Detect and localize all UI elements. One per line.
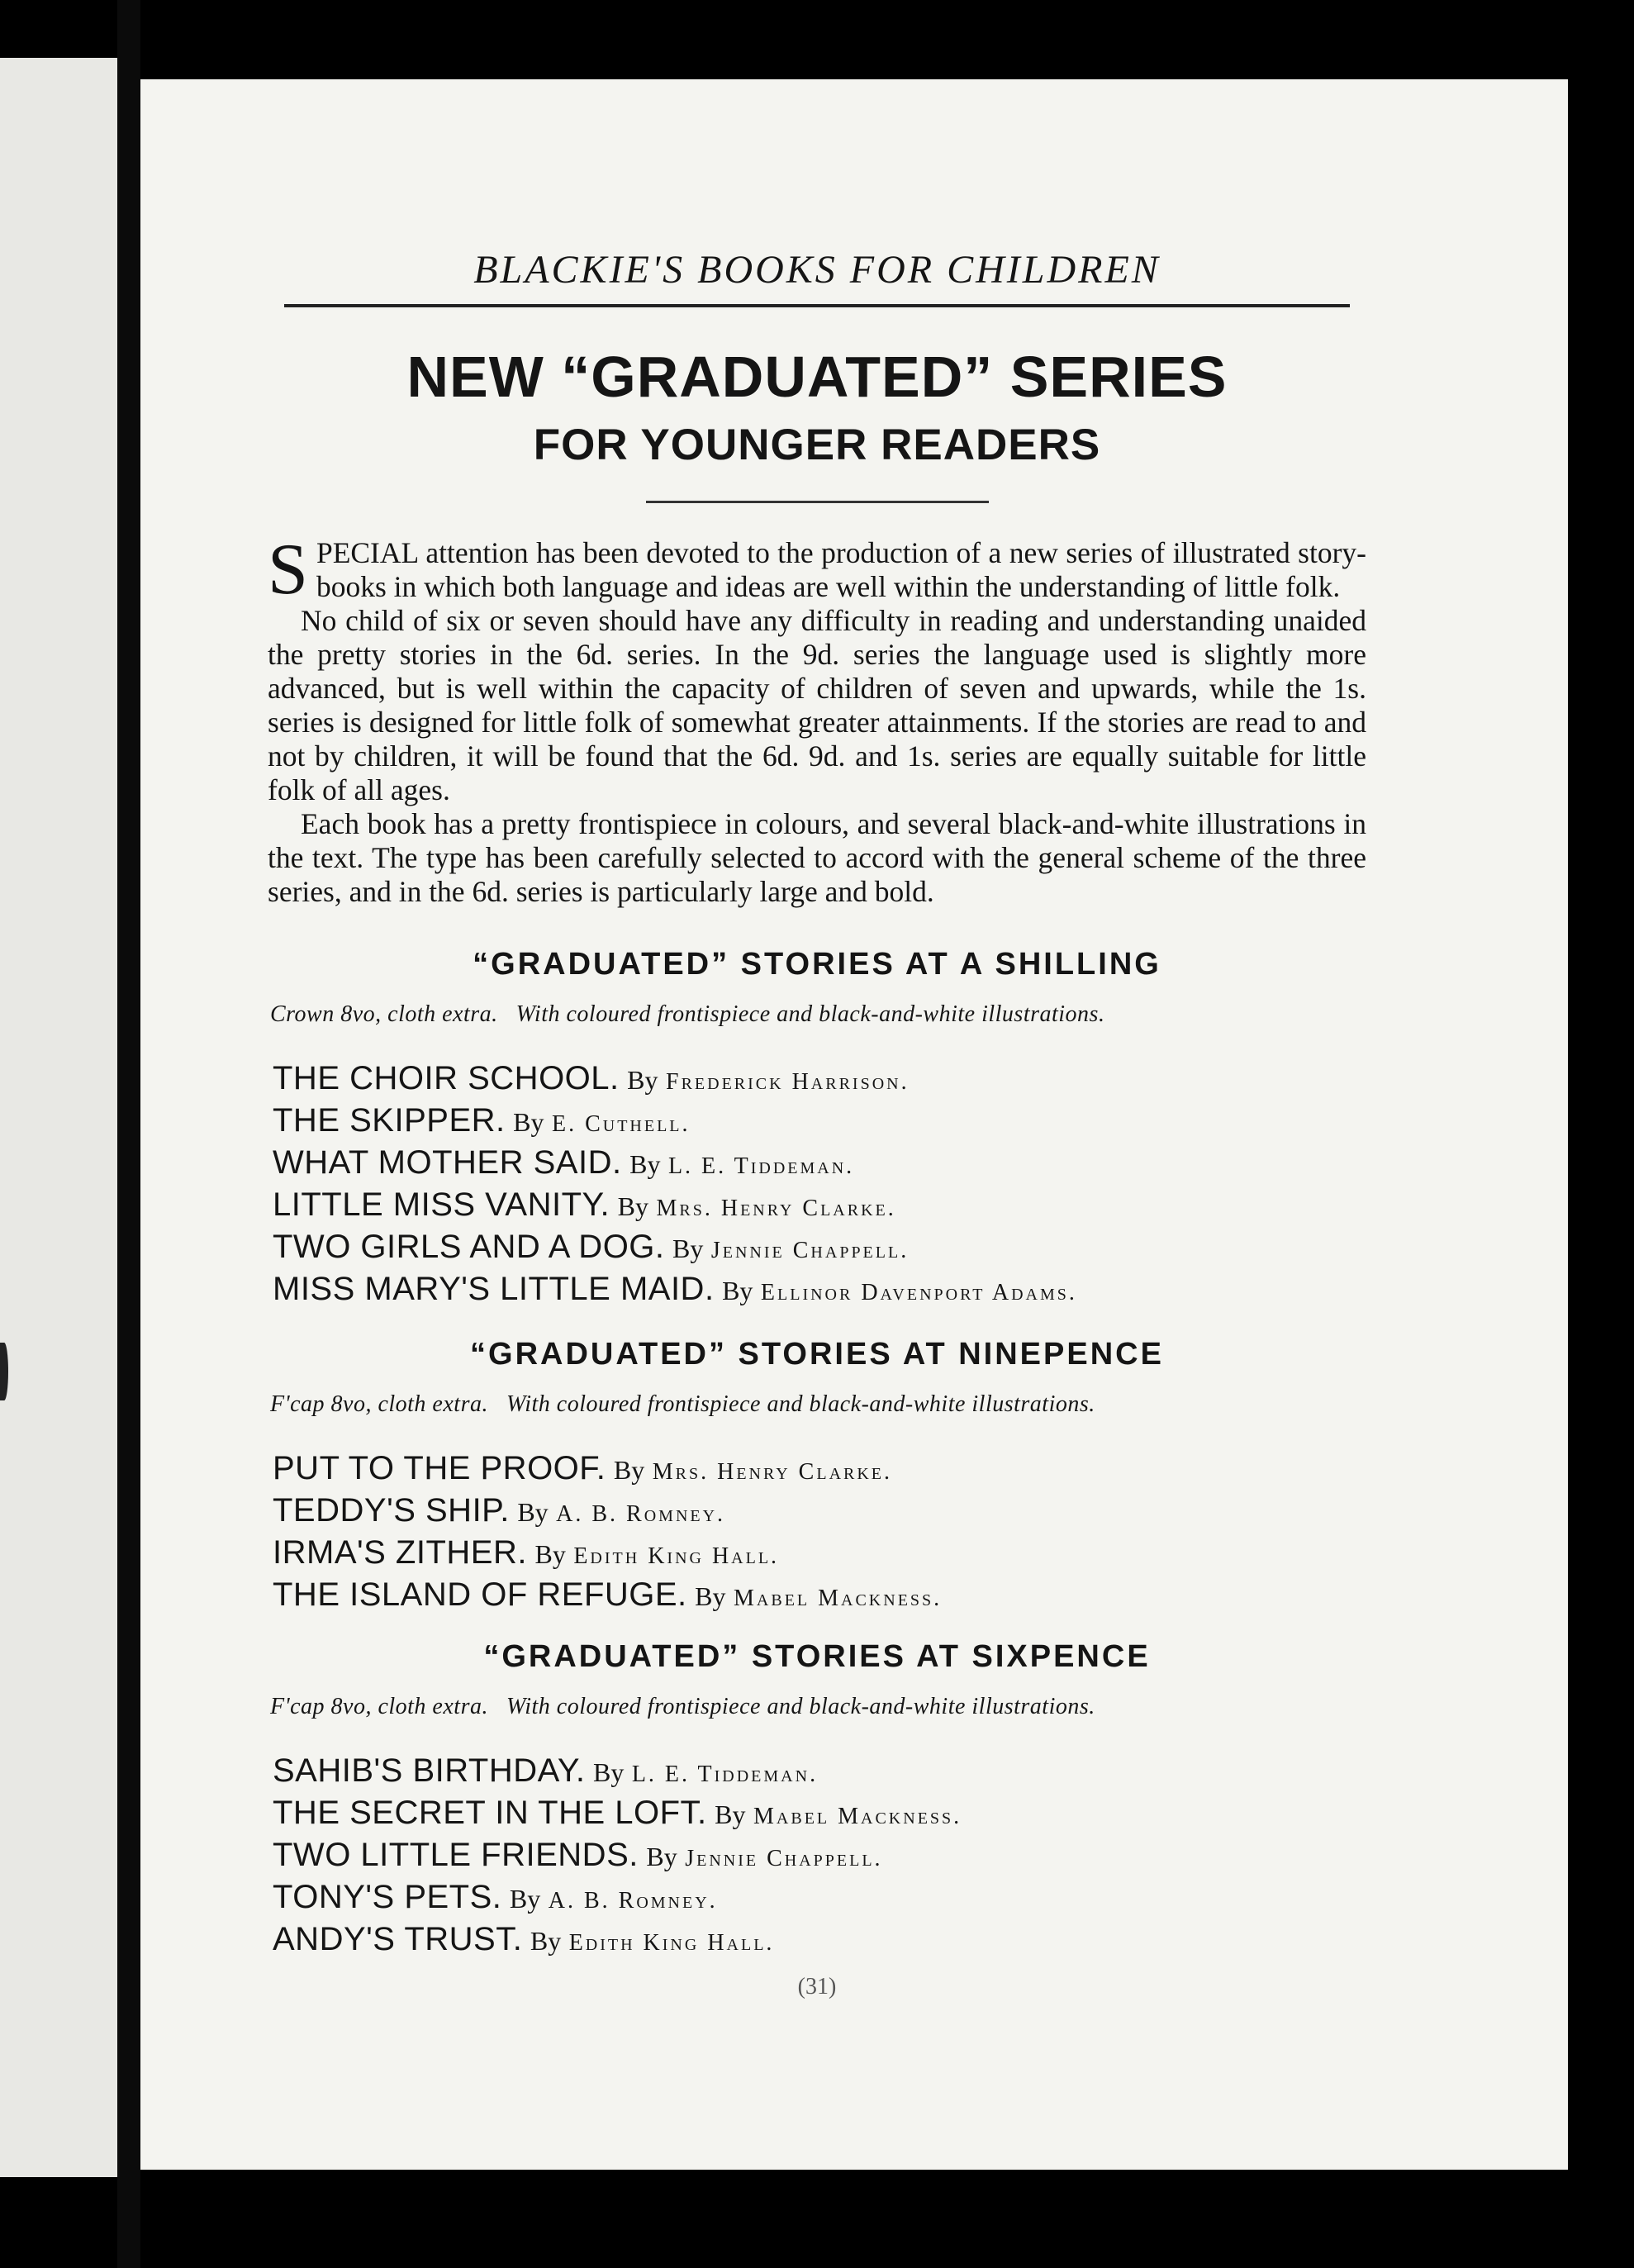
book-entry	[273, 1920, 1366, 1962]
book-title: IRMA'S ZITHER.	[273, 1534, 527, 1571]
section-heading-ninepence: “GRADUATED” STORIES AT NINEPENCE	[470, 1337, 1164, 1372]
page-subtitle: FOR YOUNGER READERS	[533, 421, 1101, 469]
book-author: Mrs. Henry Clarke.	[656, 1196, 896, 1221]
book-author: E. Cuthell.	[551, 1111, 691, 1137]
book-author: A. B. Romney.	[548, 1888, 718, 1914]
book-by: By	[695, 1581, 726, 1611]
book-list-sixpence	[273, 1752, 1366, 1962]
book-page	[140, 79, 1568, 2170]
book-by: By	[627, 1065, 658, 1095]
book-entry	[273, 1270, 1366, 1312]
book-by: By	[613, 1455, 645, 1485]
section-heading-shilling: “GRADUATED” STORIES AT A SHILLING	[473, 947, 1161, 982]
illustrations-text: With coloured frontispiece and black-and-white illustrations.	[506, 1694, 1095, 1719]
intro-paragraph-2: No child of six or seven should have any difficulty in reading and understanding unaided the pretty stories in the 6d. series. In the 9d. series the language used is slightly more advanced, but is well within the capacity of children of seven and upwards, while the 1s. series is designed for little folk of somewhat greater attainments. If the stories are read to and not by children, it will be found that the 6d. 9d. and 1s. series are equally suitable for little folk of all ages.	[268, 604, 1366, 806]
book-entry	[273, 1836, 1366, 1878]
page-title: NEW “GRADUATED” SERIES	[406, 345, 1228, 409]
book-author: L. E. Tiddeman.	[631, 1762, 819, 1787]
book-title: TWO GIRLS AND A DOG.	[273, 1229, 665, 1265]
section-format-line	[270, 998, 1366, 1031]
book-title: ANDY'S TRUST.	[273, 1921, 523, 1957]
book-list-ninepence	[273, 1449, 1366, 1618]
book-title: THE ISLAND OF REFUGE.	[273, 1576, 687, 1613]
header-rule	[284, 304, 1350, 307]
book-title: TWO LITTLE FRIENDS.	[273, 1837, 639, 1873]
book-author: Mabel Mackness.	[734, 1586, 943, 1611]
book-author: Ellinor Davenport Adams.	[760, 1280, 1077, 1305]
format-text: Crown 8vo, cloth extra.	[270, 1001, 498, 1027]
book-by: By	[534, 1539, 566, 1569]
page-number: (31)	[797, 1974, 837, 1999]
book-by: By	[530, 1926, 562, 1956]
book-entry	[273, 1533, 1366, 1576]
book-author: Edith King Hall.	[573, 1543, 780, 1569]
book-by: By	[617, 1191, 648, 1221]
book-author: Frederick Harrison.	[666, 1069, 910, 1095]
book-entry	[273, 1101, 1366, 1144]
book-title: TONY'S PETS.	[273, 1879, 502, 1915]
book-author: Jennie Chappell.	[685, 1846, 883, 1871]
book-entry	[273, 1144, 1366, 1186]
book-title: THE SECRET IN THE LOFT.	[273, 1795, 707, 1831]
intro-paragraph-3: Each book has a pretty frontispiece in colours, and several black-and-white illustrations in the text. The type has been carefully selected to accord with the general scheme of the three series, and in the 6d. series is particularly large and bold.	[268, 807, 1366, 908]
illustrations-text: With coloured frontispiece and black-and-white illustrations.	[515, 1001, 1105, 1027]
section-format-line	[270, 1690, 1366, 1724]
book-by: By	[646, 1842, 677, 1871]
book-entry	[273, 1752, 1366, 1794]
book-title: THE SKIPPER.	[273, 1102, 506, 1139]
book-entry	[273, 1794, 1366, 1836]
book-entry	[273, 1449, 1366, 1491]
format-text: F'cap 8vo, cloth extra.	[270, 1391, 488, 1417]
format-text: F'cap 8vo, cloth extra.	[270, 1694, 488, 1719]
book-entry	[273, 1878, 1366, 1920]
book-author: Edith King Hall.	[568, 1930, 775, 1956]
intro-text	[268, 530, 1366, 909]
drop-cap: S	[268, 530, 308, 610]
book-by: By	[592, 1757, 625, 1787]
book-title: LITTLE MISS VANITY.	[273, 1186, 610, 1223]
book-by: By	[513, 1107, 544, 1137]
book-author: L. E. Tiddeman.	[667, 1153, 855, 1179]
book-title: WHAT MOTHER SAID.	[273, 1144, 622, 1181]
section-heading-sixpence: “GRADUATED” STORIES AT SIXPENCE	[483, 1639, 1151, 1674]
book-author: Mabel Mackness.	[753, 1804, 962, 1829]
book-entry	[273, 1228, 1366, 1270]
title-rule	[646, 501, 989, 503]
book-by: By	[722, 1276, 753, 1305]
book-by: By	[509, 1884, 541, 1914]
book-author: Jennie Chappell.	[710, 1238, 910, 1263]
book-entry	[273, 1059, 1366, 1101]
book-title: PUT TO THE PROOF.	[273, 1450, 606, 1486]
book-title: THE CHOIR SCHOOL.	[273, 1060, 620, 1096]
book-title: SAHIB'S BIRTHDAY.	[273, 1752, 586, 1789]
book-by: By	[517, 1497, 549, 1527]
facing-page-edge	[0, 58, 117, 2177]
book-author: A. B. Romney.	[556, 1501, 726, 1527]
intro-paragraph-1	[268, 530, 1366, 610]
book-entry	[273, 1186, 1366, 1228]
book-by: By	[672, 1234, 704, 1263]
illustrations-text: With coloured frontispiece and black-and-white illustrations.	[506, 1391, 1095, 1417]
section-format-line	[270, 1388, 1366, 1421]
book-entry	[273, 1491, 1366, 1533]
book-list-shilling	[273, 1059, 1366, 1312]
facing-page-mark	[0, 1343, 8, 1400]
book-entry	[273, 1576, 1366, 1618]
book-gutter	[117, 0, 140, 2268]
book-by: By	[715, 1800, 746, 1829]
running-head: BLACKIE'S BOOKS FOR CHILDREN	[473, 248, 1161, 292]
book-title: MISS MARY'S LITTLE MAID.	[273, 1271, 715, 1307]
book-by: By	[629, 1149, 661, 1179]
book-title: TEDDY'S SHIP.	[273, 1492, 510, 1529]
book-author: Mrs. Henry Clarke.	[652, 1459, 893, 1485]
page-content	[268, 245, 1366, 2000]
intro-paragraph-1-text: PECIAL attention has been devoted to the production of a new series of illustrated story-books in which both language and ideas are well within the understanding of little folk.	[316, 536, 1366, 603]
